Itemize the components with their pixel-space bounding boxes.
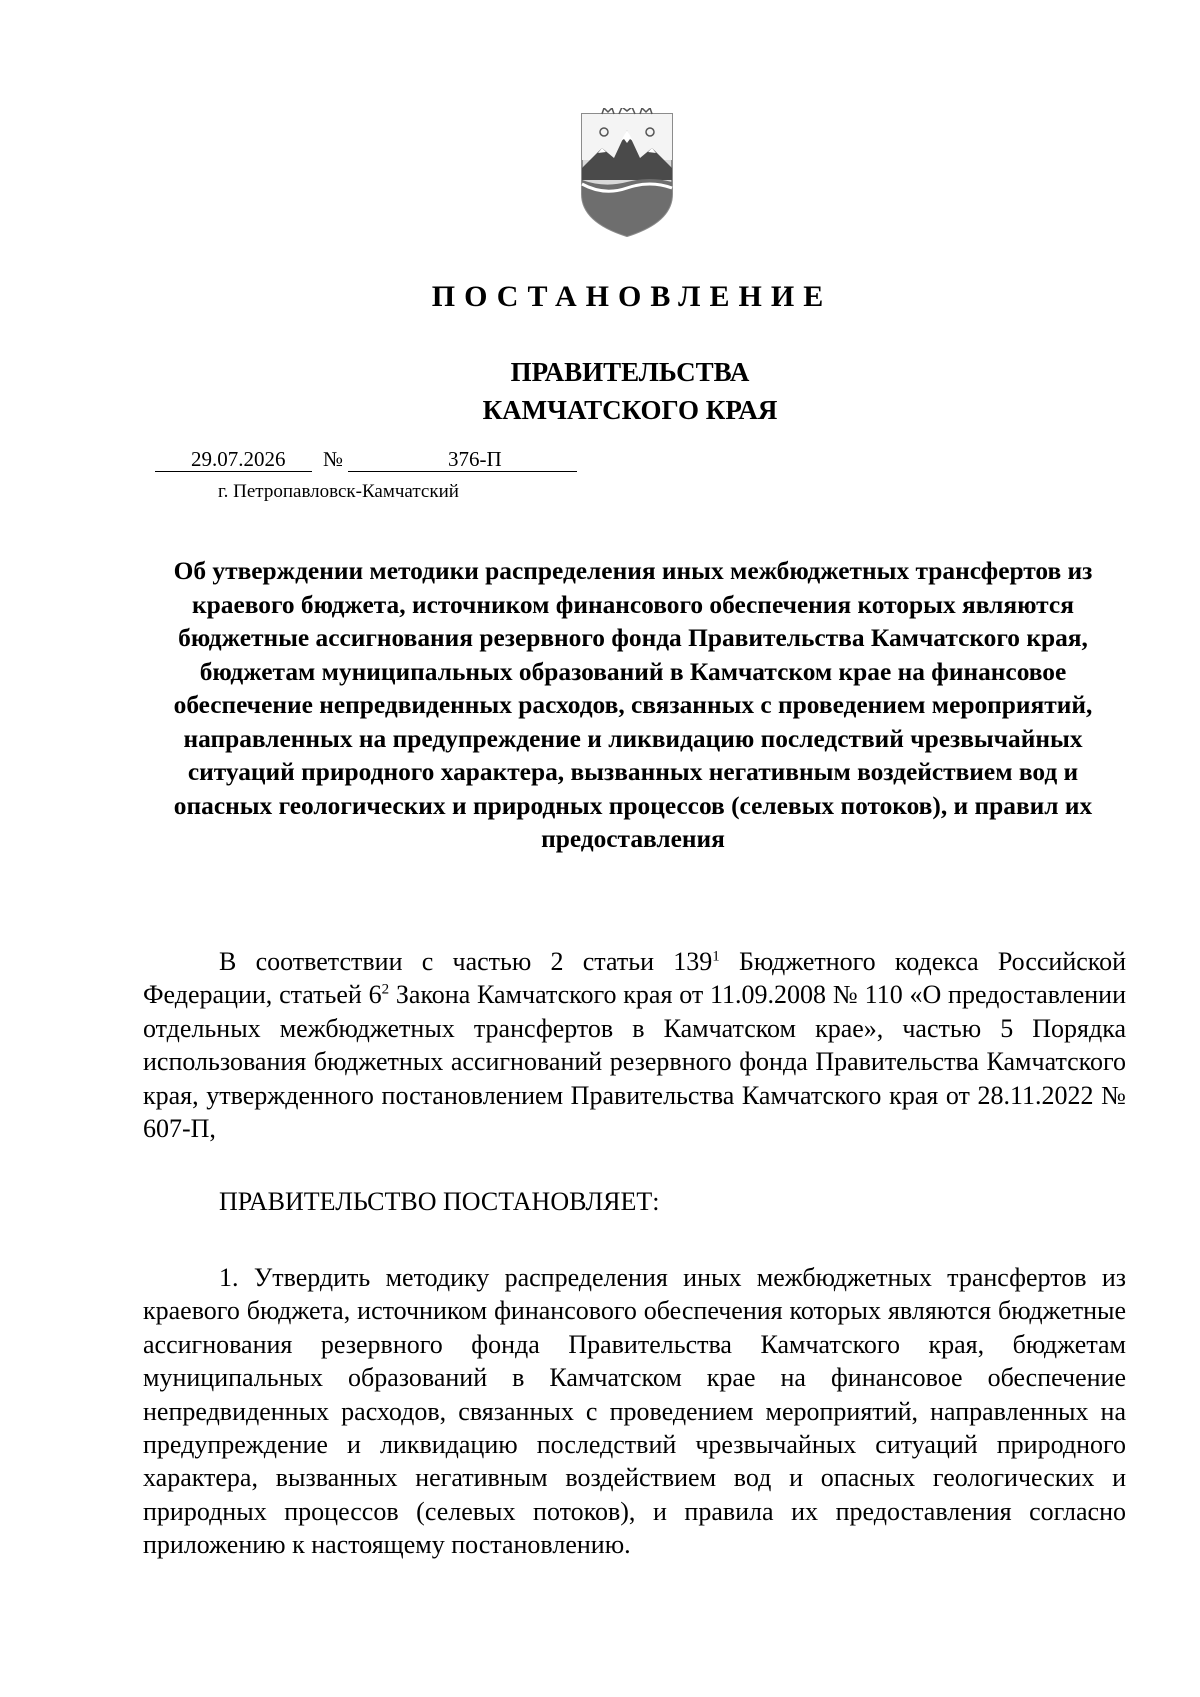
- issuer-line-2: КАМЧАТСКОГО КРАЯ: [482, 395, 778, 425]
- preamble-superscript-2: 2: [381, 981, 390, 998]
- preamble-text-3: Закона Камчатского края от 11.09.2008 № 110 «О предоставлении отдельных межбюджетных трансфертов в Камчатском крае», частью 5 Порядка использования бюджетных ассигнований резервного фонда Правительства Камчатского края, утвержденного постановлением Правительства Камчатского края от 28.11.2022 № 607-П,: [143, 980, 1126, 1144]
- clause-list: [143, 1261, 1126, 1562]
- issuer-line-1: ПРАВИТЕЛЬСТВА: [510, 357, 750, 387]
- issuer-heading: [0, 353, 1200, 429]
- document-place: г. Петропавловск-Камчатский: [218, 481, 459, 502]
- preamble-text-2: Бюджетного кодекса Российской Федерации, статьей 6: [143, 947, 1127, 1010]
- document-number: 376-П: [448, 447, 502, 471]
- clause-paragraph: 1. Утвердить методику распределения иных межбюджетных трансфертов из краевого бюджета, источником финансового обеспечения которых являются бюджетные ассигнования резервного фонда Правительства Камчатского края, бюджетам муниципальных образований в Камчатском крае на финансовое обеспечение непредвиденных расходов, связанных с проведением мероприятий, направленных на предупреждение и ликвидацию последствий чрезвычайных ситуаций природного характера, вызванных негативным воздействием вод и опасных геологических и природных процессов (селевых потоков), и правила их предоставления согласно приложению к настоящему постановлению.: [143, 1263, 1126, 1560]
- number-underline: [348, 471, 577, 472]
- preamble-paragraph: [143, 945, 1126, 1145]
- document-type-heading: ПОСТАНОВЛЕНИЕ: [431, 280, 833, 313]
- date-underline: [155, 471, 312, 472]
- document-date: 29.07.2026: [191, 447, 286, 471]
- preamble-superscript-1: 1: [712, 948, 720, 965]
- preamble-text-1: В соответствии с частью 2 статьи 139: [219, 947, 713, 976]
- kamchatka-krai-coat-of-arms-icon: [574, 108, 680, 240]
- number-sign: №: [323, 447, 344, 471]
- document-title: Об утверждении методики распределения иных межбюджетных трансфертов из краевого бюджета, источником финансового обеспечения которых являются бюджетные ассигнования резервного фонда Правительства Камчатского края, бюджетам муниципальных образований в Камчатском крае на финансовое обеспечение непредвиденных расходов, связанных с проведением мероприятий, направленных на предупреждение и ликвидацию последствий чрезвычайных ситуаций природного характера, вызванных негативным воздействием вод и опасных геологических и природных процессов (селевых потоков), и правил их предоставления: [173, 557, 1093, 853]
- resolution-phrase: ПРАВИТЕЛЬСТВО ПОСТАНОВЛЯЕТ:: [219, 1187, 660, 1216]
